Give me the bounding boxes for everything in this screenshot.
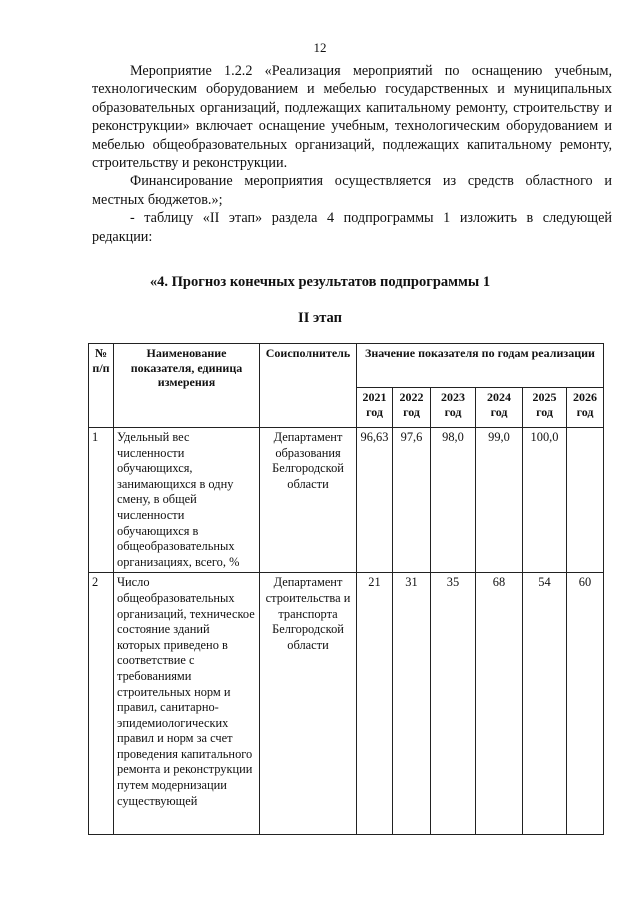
value-cell: 68 [476, 573, 523, 835]
header-values-group: Значение показателя по годам реализации [357, 344, 604, 388]
value-cell: 60 [567, 573, 604, 835]
executor-cell: Департамент строительства и транспорта Белгородской области [260, 573, 357, 835]
value-cell [567, 428, 604, 573]
header-num: № п/п [89, 344, 114, 428]
body-text [92, 62, 612, 246]
paragraph-financing: Финансирование мероприятия осуществляется из средств областного и местных бюджетов.»; [92, 173, 612, 208]
page-number: 12 [313, 40, 327, 55]
value-cell: 99,0 [476, 428, 523, 573]
year-header: 2023 год [431, 388, 476, 428]
indicator-name: Удельный вес численности обучающихся, занимающихся в одну смену, в общей численности обучающихся в общеобразовательных организациях, всего, % [114, 428, 260, 573]
section-title: «4. Прогноз конечных результатов подпрограммы 1 [149, 274, 491, 290]
year-header: 2026 год [567, 388, 604, 428]
row-num: 1 [89, 428, 114, 573]
header-name: Наименование показателя, единица измерения [114, 344, 260, 428]
header-row [89, 344, 604, 388]
indicator-name: Число общеобразовательных организаций, техническое состояние зданий которых приведено в соответствие с требованиями строительных норм и правил, санитарно-эпидемиологических правил и норм за счет проведения капитального ремонта и реконструкции путем модернизации существующей [114, 573, 260, 835]
value-cell: 96,63 [357, 428, 393, 573]
value-cell: 98,0 [431, 428, 476, 573]
row-num: 2 [89, 573, 114, 835]
paragraph-table-instruction: - таблицу «II этап» раздела 4 подпрограммы 1 изложить в следующей редакции: [92, 210, 612, 245]
paragraph-measure-description: Мероприятие 1.2.2 «Реализация мероприятий по оснащению учебным, технологическим оборудованием и мебелью государственных и муниципальных образовательных организаций, подлежащих капитальному ремонту, строительству и реконструкции» включает оснащение учебным, технологическим оборудованием и мебелью общеобразовательных организаций, подлежащих капитальному ремонту, строительству и реконструкции. [92, 63, 612, 172]
year-header: 2022 год [393, 388, 431, 428]
table-row [89, 428, 604, 573]
year-header: 2021 год [357, 388, 393, 428]
results-table [88, 343, 604, 835]
table-row [89, 573, 604, 835]
value-cell: 35 [431, 573, 476, 835]
value-cell: 31 [393, 573, 431, 835]
executor-cell: Департамент образования Белгородской области [260, 428, 357, 573]
value-cell: 100,0 [523, 428, 567, 573]
stage-title: II этап [298, 310, 342, 326]
value-cell: 54 [523, 573, 567, 835]
value-cell: 21 [357, 573, 393, 835]
header-executor: Соисполнитель [260, 344, 357, 428]
year-header: 2024 год [476, 388, 523, 428]
value-cell: 97,6 [393, 428, 431, 573]
year-header: 2025 год [523, 388, 567, 428]
